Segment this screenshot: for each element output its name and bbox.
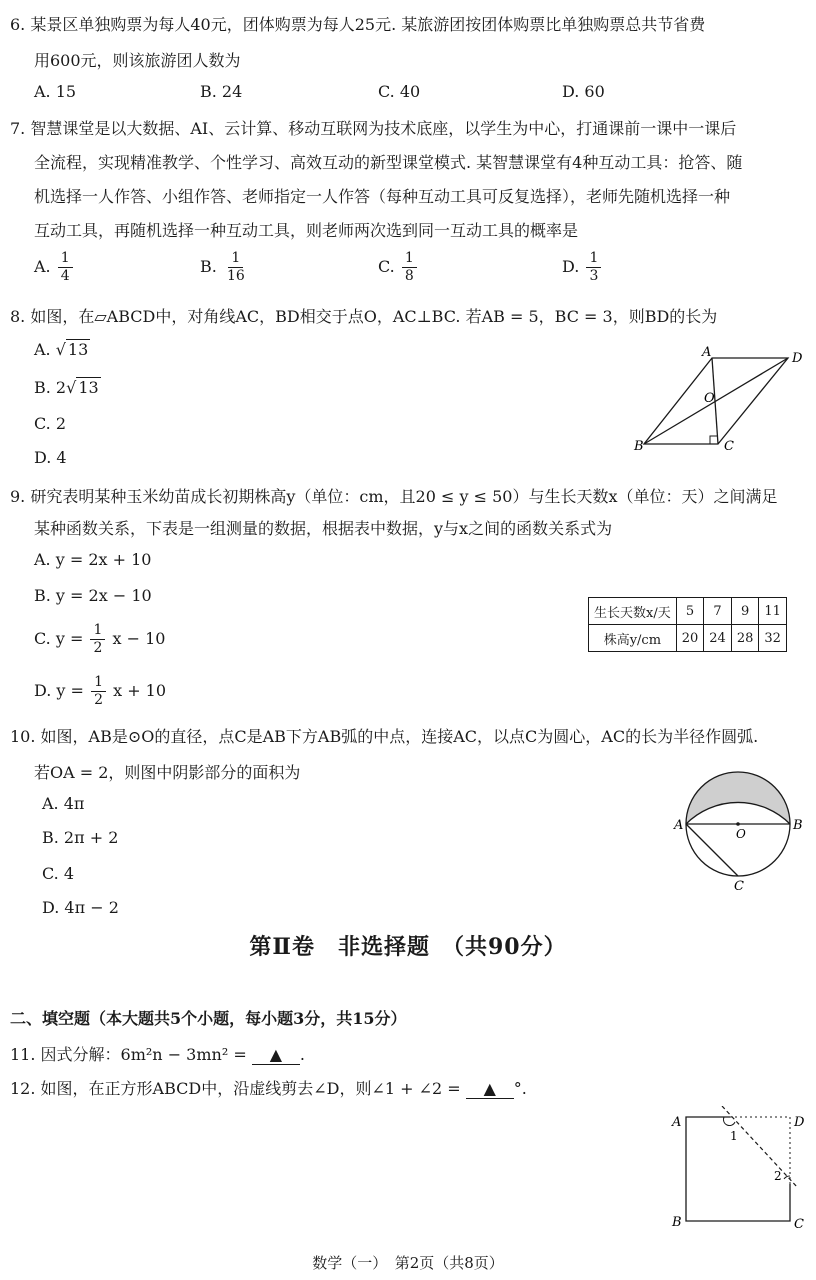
q10-option-b: B. 2π + 2 xyxy=(42,828,119,847)
q10-text-line1: 10. 如图，AB是⊙O的直径，点C是AB下方AB弧的中点，连接AC，以点C为圆心，AC的长为半径作圆弧. xyxy=(10,727,759,746)
table-cell: 20 xyxy=(676,625,704,652)
q6-text-line1: 6. 某景区单独购票为每人40元，团体购票为每人25元. 某旅游团按团体购票比单独购票总共节省费 xyxy=(10,15,706,34)
q7-option-c-den: 8 xyxy=(404,268,414,284)
q7-option-d-label: D. xyxy=(562,257,580,276)
q10-center-point xyxy=(736,822,740,826)
q12-end: °. xyxy=(513,1079,527,1098)
q9-option-d-den: 2 xyxy=(94,692,103,708)
q7-option-a xyxy=(34,250,75,285)
q9-option-d-suffix: x + 10 xyxy=(113,681,167,700)
q9-option-d-prefix: D. y = xyxy=(34,681,84,700)
q9-option-a: A. y = 2x + 10 xyxy=(34,550,152,569)
q10-option-c: C. 4 xyxy=(42,864,75,883)
q12-square-figure xyxy=(666,1106,812,1232)
q7-option-a-den: 4 xyxy=(60,268,70,284)
q10-text-line2: 若OA = 2，则图中阴影部分的面积为 xyxy=(34,763,301,782)
q6-text-line2: 用600元，则该旅游团人数为 xyxy=(34,51,241,70)
q6-option-c: C. 40 xyxy=(378,82,421,101)
q12-label-angle-1: 1 xyxy=(730,1129,738,1143)
q11-answer-blank: ▲ xyxy=(252,1045,300,1065)
table-cell: 24 xyxy=(704,625,732,652)
q7-option-c-label: C. xyxy=(378,257,395,276)
q9-option-b: B. y = 2x − 10 xyxy=(34,586,152,605)
q7-option-d-den: 3 xyxy=(589,268,599,284)
q8-option-a-prefix: A. √ xyxy=(34,340,66,359)
q6-option-a: A. 15 xyxy=(34,82,77,101)
table-cell: 株高y/cm xyxy=(589,625,677,652)
q8-text-line1: 8. 如图，在▱ABCD中，对角线AC，BD相交于点O，AC⊥BC. 若AB = 5，BC = 3，则BD的长为 xyxy=(10,307,718,326)
q8-diagonal-bd xyxy=(644,358,788,444)
q7-option-a-label: A. xyxy=(34,257,51,276)
table-row xyxy=(589,598,787,625)
q9-text-line1: 9. 研究表明某种玉米幼苗成长初期株高y（单位：cm，且20 ≤ y ≤ 50）与生长天数x（单位：天）之间满足 xyxy=(10,487,778,506)
q7-option-a-num: 1 xyxy=(58,250,73,268)
q6-option-b: B. 24 xyxy=(200,82,243,101)
q7-text-line1: 7. 智慧课堂是以大数据、AI、云计算、移动互联网为技术底座，以学生为中心，打通课前一课中一课后 xyxy=(10,119,737,138)
page-footer: 数学（一） 第2页（共8页） xyxy=(312,1254,504,1272)
section-title: 第Ⅱ卷 非选择题 （共90分） xyxy=(249,934,567,960)
q12-label-d: D xyxy=(794,1115,805,1130)
q7-option-d xyxy=(562,250,603,285)
q6-option-d: D. 60 xyxy=(562,82,605,101)
q9-option-c-num: 1 xyxy=(90,622,105,640)
q12-label-c: C xyxy=(794,1217,804,1232)
q8-parallelogram-figure xyxy=(632,344,816,456)
q10-option-a: A. 4π xyxy=(42,794,85,813)
q7-text-line4: 互动工具，再随机选择一种互动工具，则老师两次选到同一互动工具的概率是 xyxy=(34,221,579,240)
q8-option-b-radicand: 13 xyxy=(78,378,99,397)
q7-option-b-den: 16 xyxy=(226,268,245,284)
q7-option-b xyxy=(200,250,250,285)
q10-label-c: C xyxy=(734,879,744,894)
table-cell: 9 xyxy=(731,598,759,625)
q12-label-angle-2: 2 xyxy=(774,1169,782,1183)
q9-option-c xyxy=(34,622,165,657)
q7-option-b-num: 1 xyxy=(228,250,243,268)
q7-text-line3: 机选择一人作答、小组作答、老师指定一人作答（每种互动工具可反复选择），老师先随机选择一种 xyxy=(34,187,731,206)
q8-label-b: B xyxy=(634,439,644,454)
q7-option-c xyxy=(378,250,419,285)
q8-right-angle-mark xyxy=(710,436,718,444)
q9-option-d-num: 1 xyxy=(91,674,106,692)
q7-option-b-label: B. xyxy=(200,257,217,276)
table-cell: 7 xyxy=(704,598,732,625)
q9-option-c-suffix: x − 10 xyxy=(112,629,166,648)
table-cell: 5 xyxy=(676,598,704,625)
q10-option-d: D. 4π − 2 xyxy=(42,898,119,917)
q10-label-o: O xyxy=(736,827,746,841)
q9-option-d xyxy=(34,674,166,709)
q9-option-c-prefix: C. y = xyxy=(34,629,84,648)
q8-label-c: C xyxy=(724,439,734,454)
q8-label-o: O xyxy=(704,391,715,406)
q10-circle-figure xyxy=(668,768,808,894)
q8-option-a-radicand: 13 xyxy=(67,340,89,359)
q7-text-line2: 全流程，实现精准教学、个性学习、高效互动的新型课堂模式. 某智慧课堂有4种互动工具：抢答、随 xyxy=(34,153,743,172)
q7-option-c-num: 1 xyxy=(402,250,417,268)
q8-option-a xyxy=(34,340,90,359)
q9-option-c-den: 2 xyxy=(93,640,103,656)
table-cell: 32 xyxy=(759,625,787,652)
q8-label-d: D xyxy=(792,351,803,366)
q12-cut-line xyxy=(722,1106,798,1188)
table-cell: 生长天数x/天 xyxy=(589,598,677,625)
q11-text: 11. 因式分解：6m²n − 3mn² = xyxy=(10,1045,247,1064)
q8-option-b xyxy=(34,378,101,397)
q7-option-d-num: 1 xyxy=(586,250,601,268)
q12 xyxy=(10,1076,527,1099)
q12-label-b: B xyxy=(672,1215,682,1230)
q10-shaded-region xyxy=(686,772,790,824)
table-cell: 28 xyxy=(731,625,759,652)
q10-label-a: A xyxy=(674,818,684,833)
q8-option-b-prefix: B. 2√ xyxy=(34,378,77,397)
q8-label-a: A xyxy=(702,345,712,360)
q10-chord-ac xyxy=(686,824,738,876)
q10-label-b: B xyxy=(793,818,803,833)
q9-data-table xyxy=(588,597,787,652)
q8-option-c: C. 2 xyxy=(34,414,67,433)
q11 xyxy=(10,1042,305,1065)
q12-answer-blank: ▲ xyxy=(466,1079,514,1099)
q11-end: . xyxy=(299,1045,305,1064)
table-cell: 11 xyxy=(759,598,787,625)
q12-text: 12. 如图，在正方形ABCD中，沿虚线剪去∠D，则∠1 + ∠2 = xyxy=(10,1079,461,1098)
q12-label-a: A xyxy=(672,1115,682,1130)
part-title-fill-in: 二、填空题（本大题共5个小题，每小题3分，共15分） xyxy=(10,1009,407,1028)
q9-text-line2: 某种函数关系，下表是一组测量的数据，根据表中数据，y与x之间的函数关系式为 xyxy=(34,519,613,538)
table-row xyxy=(589,625,787,652)
q8-option-d: D. 4 xyxy=(34,448,67,467)
